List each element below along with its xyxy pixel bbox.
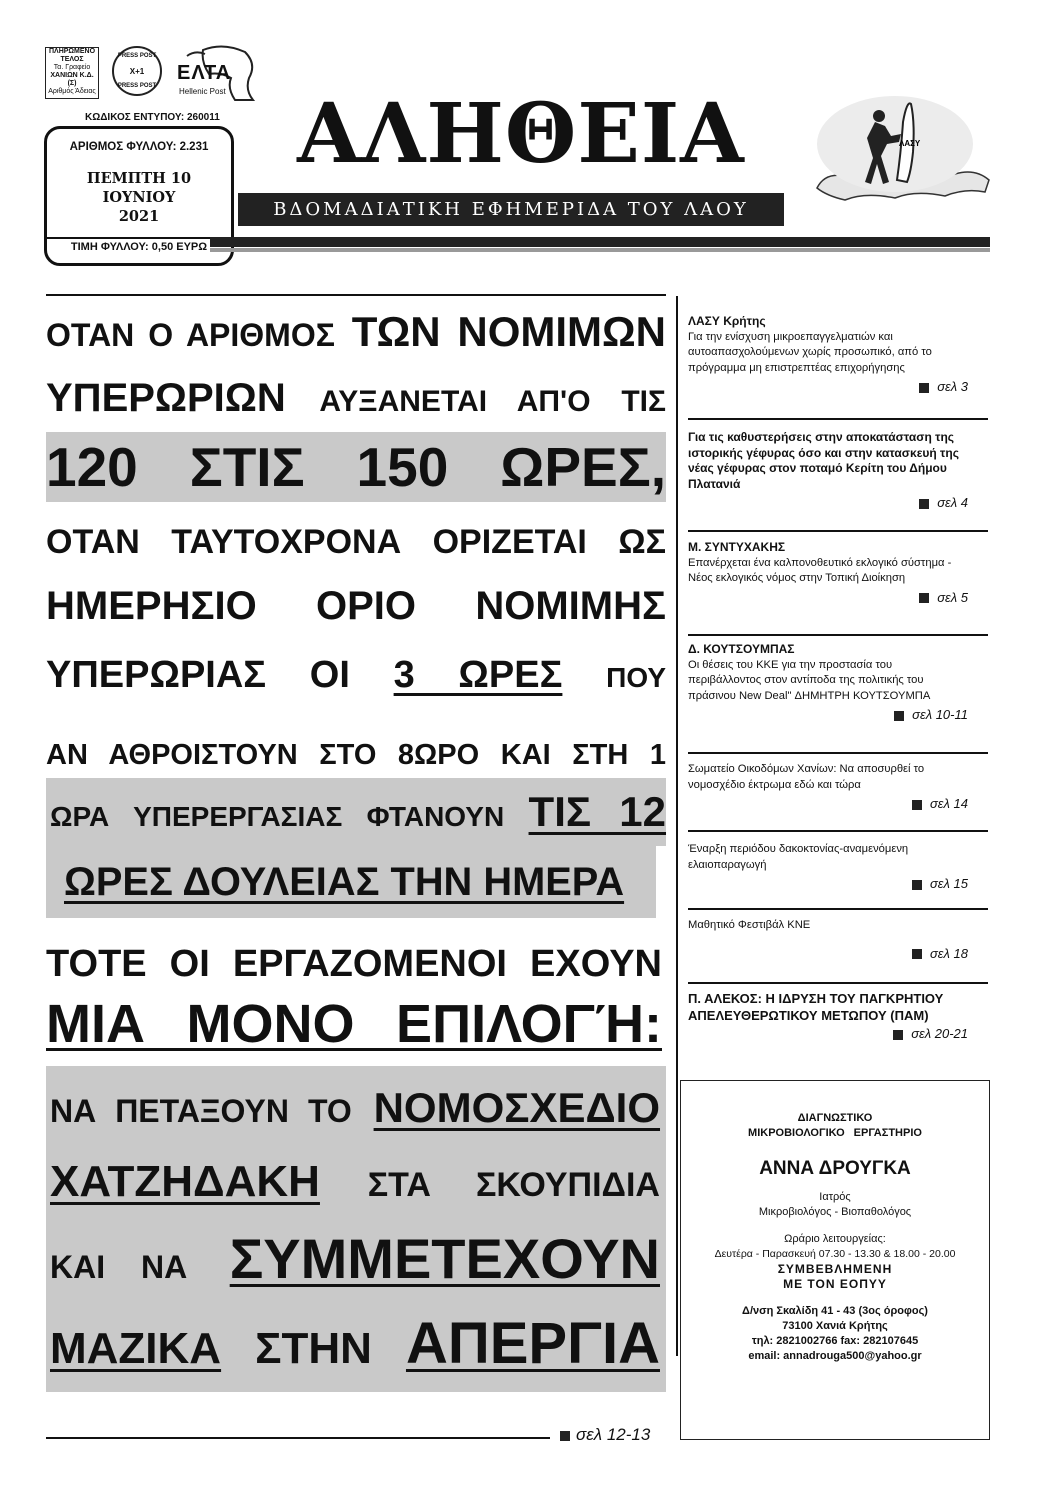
sidebar-item-head: ΛΑΣΥ Κρήτης: [688, 314, 766, 328]
page-ref-text: σελ 12-13: [576, 1425, 651, 1444]
crete-emblem: [815, 92, 991, 204]
square-bullet-icon: [894, 711, 904, 721]
headline-text: ΤΩΝ ΝΟΜΙΜΩΝ: [351, 308, 667, 355]
headline-line-3: [46, 432, 666, 502]
postage-line: ΧΑΝΙΩΝ Κ.Δ. (Σ): [50, 72, 94, 87]
divider: [47, 237, 231, 239]
headline-line-10: [46, 932, 662, 996]
ad-doctor-name: ΑΝΝΑ ΔΡΟΥΓΚΑ: [759, 1158, 911, 1179]
sidebar-item: [688, 314, 968, 395]
headline-text: ΥΠΕΡΩΡΙΩΝ: [46, 376, 286, 420]
sidebar-item-body: Μαθητικό Φεστιβάλ ΚΝΕ: [688, 919, 811, 931]
square-bullet-icon: [893, 1030, 903, 1040]
sidebar-item-page: [688, 1026, 968, 1042]
headline-line-13: [50, 1150, 660, 1217]
headline-text: ΣΥΜΜΕΤΕΧΟΥΝ: [229, 1227, 660, 1290]
sidebar-item-page: [688, 379, 968, 395]
ad-line: ΜΕ ΤΟΝ ΕΟΠΥΥ: [783, 1277, 887, 1291]
sidebar-divider: [688, 830, 988, 832]
sidebar-item: [688, 918, 968, 961]
issue-date: [47, 169, 231, 226]
postage-paid-box: [45, 47, 99, 99]
headline-line-2: [46, 368, 666, 432]
page-ref-text: σελ 3: [937, 379, 968, 394]
sidebar-item-head: Δ. ΚΟΥΤΣΟΥΜΠΑΣ: [688, 642, 795, 656]
headline-text: ΣΤΗΝ: [255, 1324, 372, 1373]
press-post-stamp: [112, 46, 162, 96]
page-ref-text: σελ 4: [937, 495, 968, 510]
postage-line: ΠΛΗΡΩΜΕΝΟ: [48, 48, 96, 55]
page-ref-text: σελ 20-21: [911, 1026, 968, 1041]
headline-line-9: [64, 852, 624, 912]
sidebar-item: [688, 540, 968, 605]
headline-line-11: [46, 988, 662, 1060]
headline-text: ΚΑΙ ΝΑ: [50, 1249, 188, 1285]
sidebar-item-page: [688, 590, 968, 606]
stamp-top-text: PRESS POST: [117, 53, 157, 59]
sidebar-item-head: Μ. ΣΥΝΤΥΧΑΚΗΣ: [688, 540, 786, 554]
headline-text: ΟΤΑΝ ΤΑΥΤΟΧΡΟΝΑ ΟΡΙΖΕΤΑΙ ΩΣ: [46, 523, 666, 561]
headline-text: ΧΑΤΖΗΔΑΚΗ: [50, 1157, 320, 1206]
sidebar-item-page: [688, 707, 968, 723]
headline-line-14: [50, 1224, 660, 1302]
square-bullet-icon: [912, 800, 922, 810]
newspaper-title: ΑΛΗΘΕΙΑ: [297, 86, 745, 182]
ad-address: Δ/νση Σκαλίδη 41 - 43 (3ος όροφος): [742, 1305, 928, 1317]
square-bullet-icon: [919, 499, 929, 509]
sidebar-item: [688, 642, 968, 723]
page-ref-text: σελ 10-11: [912, 707, 968, 722]
sidebar-item-page: [688, 796, 968, 812]
sidebar-divider: [688, 908, 988, 910]
headline-line-7: [46, 727, 666, 783]
headline-page-ref: [560, 1425, 650, 1445]
sidebar-divider: [688, 752, 988, 754]
sidebar-divider: [688, 634, 988, 636]
headline-text: ΤΟΤΕ ΟΙ ΕΡΓΑΖΟΜΕΝΟΙ ΕΧΟΥΝ: [46, 943, 662, 985]
headline-text: 120 ΣΤΙΣ 150 ΩΡΕΣ,: [46, 436, 666, 498]
headline-line-15: [50, 1308, 660, 1385]
sidebar-divider: [688, 418, 988, 420]
sidebar-divider: [688, 530, 988, 532]
elta-name: ΕΛΤΑ: [177, 62, 232, 84]
ad-line: Μικροβιολόγος - Βιοπαθολόγος: [758, 1206, 912, 1218]
square-bullet-icon: [919, 593, 929, 603]
sidebar-item: [688, 842, 968, 892]
headline-text: ΟΤΑΝ Ο ΑΡΙΘΜΟΣ: [46, 317, 335, 353]
headline-text: ΑΠΕΡΓΙΑ: [405, 1311, 660, 1376]
page-ref-text: σελ 18: [929, 945, 968, 961]
masthead-rule: [210, 237, 990, 247]
stamp-bottom-text: PRESS POST: [117, 83, 157, 89]
square-bullet-icon: [919, 383, 929, 393]
ad-line: ΔΙΑΓΝΩΣΤΙΚΟ: [797, 1112, 873, 1124]
issue-number: ΑΡΙΘΜΟΣ ΦΥΛΛΟΥ: 2.231: [69, 141, 209, 153]
headline-bottom-rule: [46, 1437, 550, 1439]
headline-text: ΑΝ ΑΘΡΟΙΣΤΟΥΝ ΣΤΟ 8ΩΡΟ ΚΑΙ ΣΤΗ 1: [46, 739, 666, 771]
headline-line-12: [50, 1076, 660, 1143]
ad-line: Ωράριο λειτουργείας:: [784, 1233, 886, 1245]
sidebar-item: [688, 762, 968, 812]
headline-text: ΩΡΕΣ ΔΟΥΛΕΙΑΣ ΤΗΝ ΗΜΕΡΑ: [64, 860, 625, 904]
square-bullet-icon: [560, 1431, 570, 1441]
ad-line: ΣΥΜΒΕΒΛΗΜΕΝΗ: [777, 1262, 893, 1276]
headline-top-rule: [46, 294, 666, 296]
headline-text: ΑΥΞΑΝΕΤΑΙ ΑΠ'Ο ΤΙΣ: [319, 385, 666, 418]
headline-line-8: [46, 778, 666, 846]
headline-line-4: [46, 512, 666, 572]
headline-text: ΩΡΑ ΥΠΕΡΕΡΓΑΣΙΑΣ ΦΤΑΝΟΥΝ: [50, 801, 505, 832]
sidebar-item-page: [688, 495, 968, 511]
print-code: ΚΩΔΙΚΟΣ ΕΝΤΥΠΟΥ: 260011: [85, 112, 220, 123]
ad-address: 73100 Χανιά Κρήτης: [782, 1320, 888, 1332]
postage-line: Τα. Γραφείο: [53, 64, 91, 71]
sidebar-item-body: Έναρξη περιόδου δακοκτονίας-αναμενόμενη ελαιοπαραγωγή: [688, 843, 909, 871]
postage-line: Αριθμός Άδειας: [48, 88, 96, 95]
headline-line-1: [46, 302, 666, 365]
sidebar-item: [688, 990, 968, 1042]
elta-sub: Hellenic Post: [179, 87, 226, 96]
headline-line-6: [46, 645, 666, 708]
sidebar-item: [688, 430, 968, 511]
sidebar-item-head: Π. ΑΛΕΚΟΣ: Η ΙΔΡΥΣΗ ΤΟΥ ΠΑΓΚΡΗΤΙΟΥ ΑΠΕΛΕΥΘΕΡΩΤΙΚΟΥ ΜΕΤΩΠΟΥ (ΠΑΜ): [688, 991, 944, 1023]
ad-line: Ιατρός: [819, 1191, 851, 1203]
headline-line-5: [46, 575, 666, 637]
sidebar-item-body: Σωματείο Οικοδόμων Χανίων: Να αποσυρθεί το νομοσχέδιο έκτρωμα εδώ και τώρα: [688, 763, 925, 791]
ad-line: Δευτέρα - Παρασκευή 07.30 - 13.30 & 18.00 - 20.00: [714, 1248, 956, 1260]
headline-text: 3 ΩΡΕΣ: [393, 654, 563, 696]
sidebar-item-body: Για την ενίσχυση μικροεπαγγελματιών και αυτοαπασχολούμενων χωρίς προσωπικό, από το πρόγραμμα μη επιστρεπτέας επιχορήγησης: [688, 330, 932, 374]
stamp-middle-text: Χ+1: [129, 67, 145, 76]
sidebar-divider: [688, 982, 988, 984]
sidebar-item-body: Για τις καθυστερήσεις στην αποκατάσταση της ιστορικής γέφυρας όσο και στην κατασκευή της νέας γέφυρας στον ποταμό Κερίτη του Δήμου Πλατανιά: [688, 430, 959, 491]
headline-text: ΠΟΥ: [606, 662, 667, 693]
postage-line: ΤΕΛΟΣ: [60, 56, 84, 63]
issue-price: ΤΙΜΗ ΦΥΛΛΟΥ: 0,50 ΕΥΡΩ: [70, 241, 208, 253]
headline-text: ΥΠΕΡΩΡΙΑΣ ΟΙ: [46, 654, 350, 696]
sidebar-item-page: [688, 946, 968, 962]
headline-text: ΤΙΣ 12: [528, 788, 667, 835]
sidebar-item-page: [688, 876, 968, 892]
headline-text: ΝΑ ΠΕΤΑΞΟΥΝ ΤΟ: [50, 1093, 352, 1129]
headline-text: ΗΜΕΡΗΣΙΟ ΟΡΙΟ ΝΟΜΙΜΗΣ: [46, 584, 666, 628]
newspaper-subtitle: ΒΔΟΜΑΔΙΑΤΙΚΗ ΕΦΗΜΕΡΙΔΑ ΤΟΥ ΛΑΟΥ: [238, 193, 784, 226]
headline-text: ΜΑΖΙΚΑ: [50, 1324, 222, 1373]
ad-phone: τηλ: 2821002766 fax: 282107645: [751, 1335, 919, 1347]
column-divider: [676, 296, 678, 1356]
issue-info-box: [44, 126, 234, 266]
page-ref-text: σελ 14: [929, 796, 968, 811]
date-line: ΠΕΜΠΤΗ 10: [86, 170, 192, 187]
date-line: 2021: [118, 208, 160, 225]
emblem-text: ΛΑΣΥ: [899, 139, 921, 148]
square-bullet-icon: [912, 880, 922, 890]
date-line: ΙΟΥΝΙΟΥ: [102, 189, 176, 206]
sidebar-item-body: Οι θέσεις του ΚΚΕ για την προστασία του περιβάλλοντος στον αντίποδα της πολιτικής του πράσινου New Deal" ΔΗΜΗΤΡΗ ΚΟΥΤΣΟΥΜΠΑ: [688, 658, 931, 702]
headline-text: ΣΤΑ ΣΚΟΥΠΙΔΙΑ: [367, 1166, 660, 1204]
ad-email: email: annadrouga500@yahoo.gr: [748, 1350, 922, 1362]
page-ref-text: σελ 5: [937, 589, 968, 605]
page-ref-text: σελ 15: [929, 876, 968, 891]
headline-text: ΝΟΜΟΣΧΕΔΙΟ: [373, 1084, 661, 1131]
ad-line: ΜΙΚΡΟΒΙΟΛΟΓΙΚΟ ΕΡΓΑΣΤΗΡΙΟ: [748, 1127, 922, 1139]
sidebar-item-body: Επανέρχεται ένα καλπονοθευτικό εκλογικό σύστημα - Νέος εκλογικός νόμος στην Τοπική Διοίκηση: [688, 556, 952, 584]
square-bullet-icon: [912, 949, 922, 959]
headline-text: ΜΙΑ ΜΟΝΟ ΕΠΙΛΟΓΉ:: [46, 994, 662, 1054]
lab-advertisement: [680, 1080, 990, 1440]
masthead-rule-shadow: [210, 248, 990, 252]
